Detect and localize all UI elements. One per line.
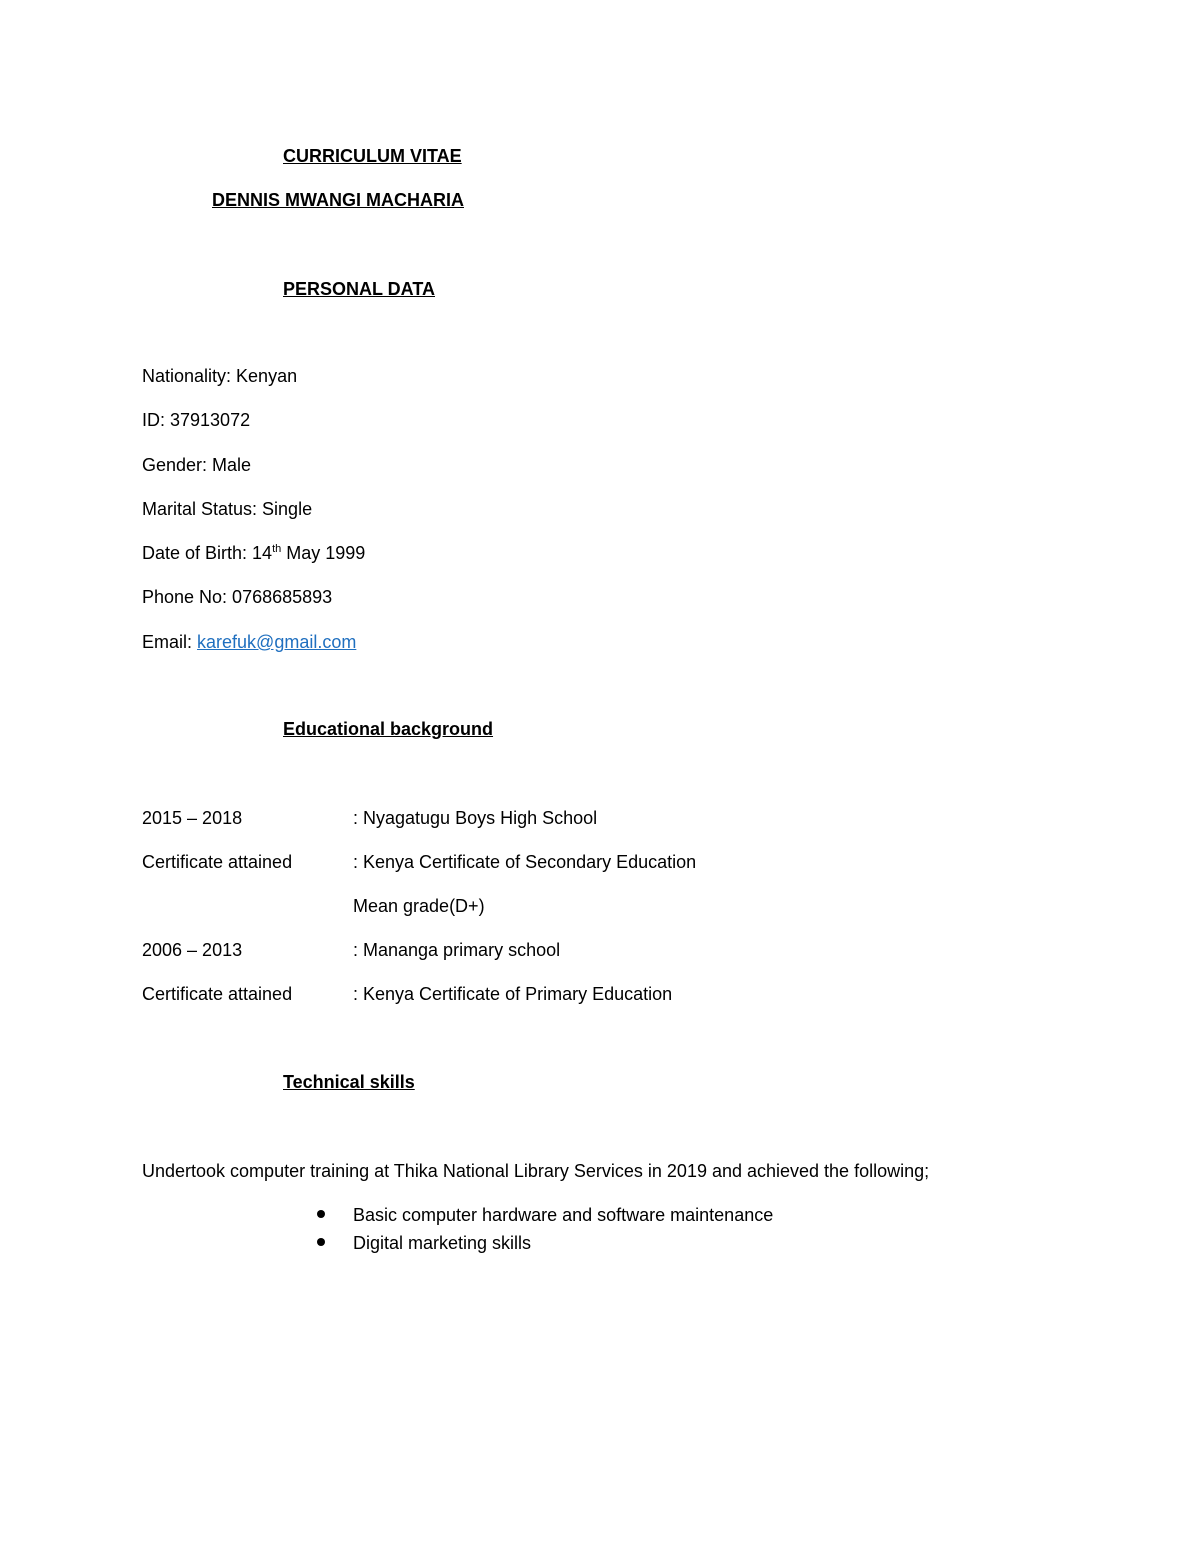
skills-intro: Undertook computer training at Thika National Library Services in 2019 and achieved the following; <box>142 1161 930 1181</box>
education-row-3-right: Mean grade(D+) <box>353 896 485 916</box>
personal-data-heading: PERSONAL DATA <box>283 279 436 299</box>
marital-status-line: Marital Status: Single <box>142 499 313 519</box>
nationality-line: Nationality: Kenyan <box>142 366 298 386</box>
bullet-icon <box>317 1238 325 1246</box>
id-line: ID: 37913072 <box>142 410 251 430</box>
education-row-4-right: : Mananga primary school <box>353 940 561 960</box>
education-row-2-right: : Kenya Certificate of Secondary Education <box>353 852 697 872</box>
education-row-5-left: Certificate attained <box>142 984 293 1004</box>
date-of-birth-line <box>142 541 365 565</box>
education-row-1-left: 2015 – 2018 <box>142 808 243 828</box>
gender-line: Gender: Male <box>142 455 252 475</box>
document-title: CURRICULUM VITAE <box>283 146 462 166</box>
email-line <box>142 630 356 654</box>
skill-item-2: Digital marketing skills <box>353 1233 532 1253</box>
education-row-2-left: Certificate attained <box>142 852 293 872</box>
education-row-1-right: : Nyagatugu Boys High School <box>353 808 598 828</box>
skill-item-1: Basic computer hardware and software maintenance <box>353 1205 774 1225</box>
candidate-name: DENNIS MWANGI MACHARIA <box>212 190 464 210</box>
bullet-icon <box>317 1210 325 1218</box>
email-label: Email: <box>142 632 198 652</box>
dob-ordinal-suffix: th <box>272 543 282 555</box>
education-row-4-left: 2006 – 2013 <box>142 940 243 960</box>
education-heading: Educational background <box>283 719 494 739</box>
email-link[interactable]: karefuk@gmail.com <box>197 632 357 652</box>
phone-line: Phone No: 0768685893 <box>142 587 333 607</box>
dob-rest: May 1999 <box>281 543 366 563</box>
technical-skills-heading: Technical skills <box>283 1072 415 1092</box>
education-row-5-right: : Kenya Certificate of Primary Education <box>353 984 673 1004</box>
dob-prefix: Date of Birth: 14 <box>142 543 273 563</box>
